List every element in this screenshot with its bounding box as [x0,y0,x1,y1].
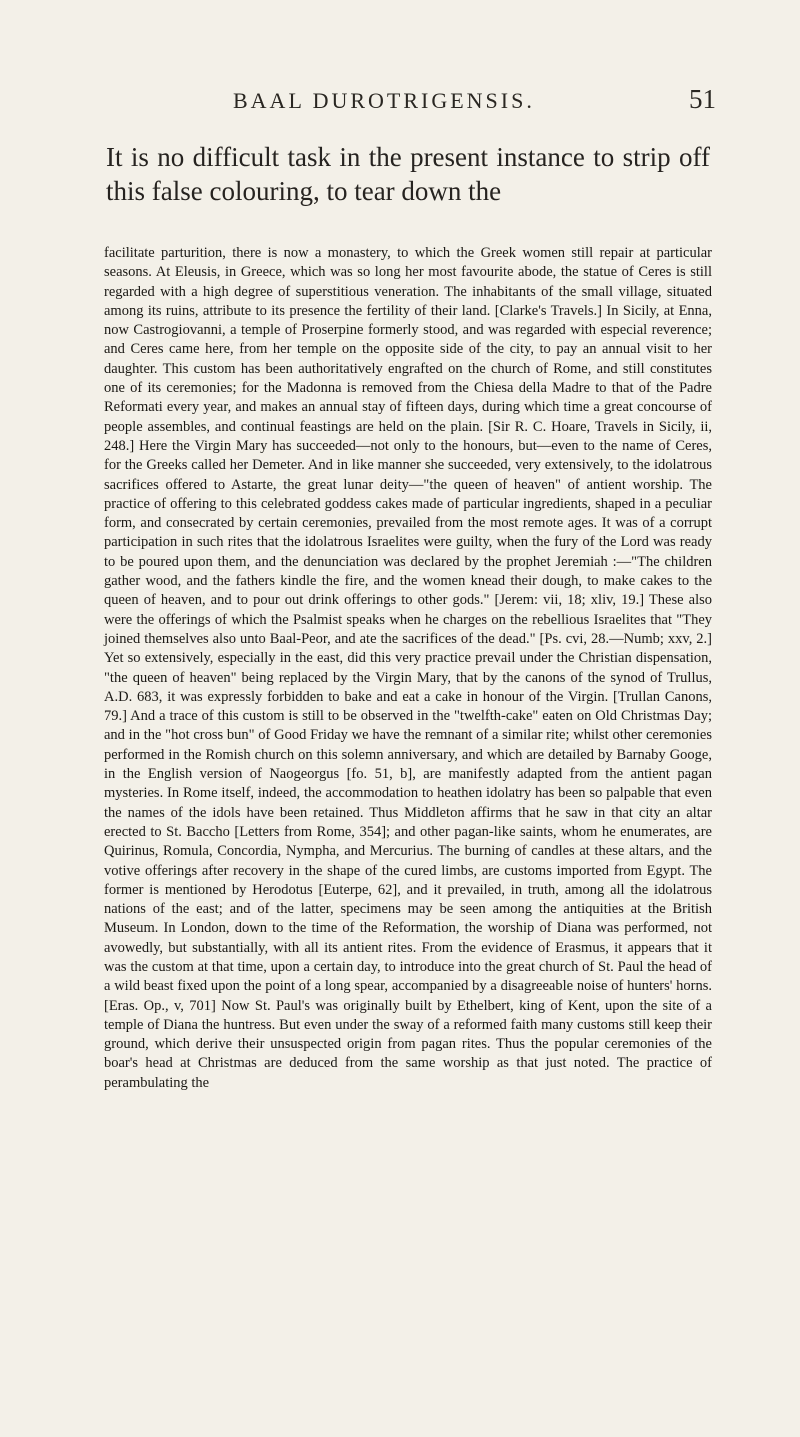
lead-paragraph: It is no difficult task in the present instance to strip off this false colouring, to tear down the [106,142,710,206]
page-number: 51 [689,84,716,114]
running-head [0,84,800,124]
running-title: BAAL DUROTRIGENSIS. [233,88,535,113]
footnote-paragraph: facilitate parturition, there is now a monastery, to which the Greek women still repair at particular seasons. At Eleusis, in Greece, which was so long her most favourite abode, the statue of Ceres is still regarded with a high degree of superstitious veneration. The inhabitants of the small village, situated among its ruins, attribute to its presence the fertility of their land. [Clarke's Travels.] In Sicily, at Enna, now Castrogiovanni, a temple of Proserpine formerly stood, and was regarded with especial reverence; and Ceres came here, from her temple on the opposite side of the city, to pay an annual visit to her daughter. This custom has been authoritatively engrafted on the church of Rome, and still constitutes one of its ceremonies; for the Madonna is removed from the Chiesa della Madre to that of the Padre Reformati every year, and makes an annual stay of fifteen days, during which time a great concourse of people assembles, and continual feastings are held on the plain. [Sir R. C. Hoare, Travels in Sicily, ii, 248.] Here the Virgin Mary has succeeded—not only to the honours, but—even to the name of Ceres, for the Greeks called her Demeter. And in like manner she succeeded, very extensively, to the idolatrous sacrifices offered to Astarte, the great lunar deity—"the queen of heaven" of antient worship. The practice of offering to this celebrated goddess cakes made of particular ingredients, shaped in a peculiar form, and consecrated by certain ceremonies, prevailed from the most remote ages. It was of a corrupt participation in such rites that the idolatrous Israelites were guilty, when the fury of the Lord was ready to be poured upon them, and the denunciation was declared by the prophet Jeremiah :—"The children gather wood, and the fathers kindle the fire, and the women knead their dough, to make cakes to the queen of heaven, and to pour out drink offerings to other gods." [Jerem: vii, 18; xliv, 19.] These also were the offerings of which the Psalmist speaks when he charges on the rebellious Israelites that "They joined themselves also unto Baal-Peor, and ate the sacrifices of the dead." [Ps. cvi, 28.—Numb; xxv, 2.] Yet so extensively, especially in the east, did this very practice prevail under the Christian dispensation, "the queen of heaven" being replaced by the Virgin Mary, that by the canons of the synod of Trullus, A.D. 683, it was expressly forbidden to bake and eat a cake in honour of the Virgin. [Trullan Canons, 79.] And a trace of this custom is still to be observed in the "twelfth-cake" eaten on Old Christmas Day; and in the "hot cross bun" of Good Friday we have the remnant of a similar rite; whilst other ceremonies performed in the Romish church on this solemn anniversary, and which are detailed by Barnaby Googe, in the English version of Naogeorgus [fo. 51, b], are manifestly adapted from the antient pagan mysteries. In Rome itself, indeed, the accommodation to heathen idolatry has been so palpable that even the names of the idols have been retained. Thus Middleton affirms that he saw in that city an altar erected to St. Baccho [Letters from Rome, 354]; and other pagan-like saints, whom he enumerates, are Quirinus, Romula, Concordia, Nympha, and Mercurius. The burning of candles at these altars, and the votive offerings after recovery in the shape of the cured limbs, are customs imported from Egypt. The former is mentioned by Herodotus [Euterpe, 62], and it prevailed, in truth, among all the idolatrous nations of the east; and of the latter, specimens may be seen among the antiquities at the British Museum. In London, down to the time of the Reformation, the worship of Diana was performed, not avowedly, but substantially, with all its antient rites. From the evidence of Erasmus, it appears that it was the custom at that time, upon a certain day, to introduce into the great church of St. Paul the head of a wild beast fixed upon the point of a long spear, accompanied by a disagreeable noise of hunters' horns. [Eras. Op., v, 701] Now St. Paul's was originally built by Ethelbert, king of Kent, upon the site of a temple of Diana the huntress. But even under the sway of a reformed faith many customs still keep their ground, which derive their unsuspected origin from pagan rites. Thus the popular ceremonies of the boar's head at Christmas are deduced from the same worship as that just noted. The practice of perambulating the [104,245,712,1091]
